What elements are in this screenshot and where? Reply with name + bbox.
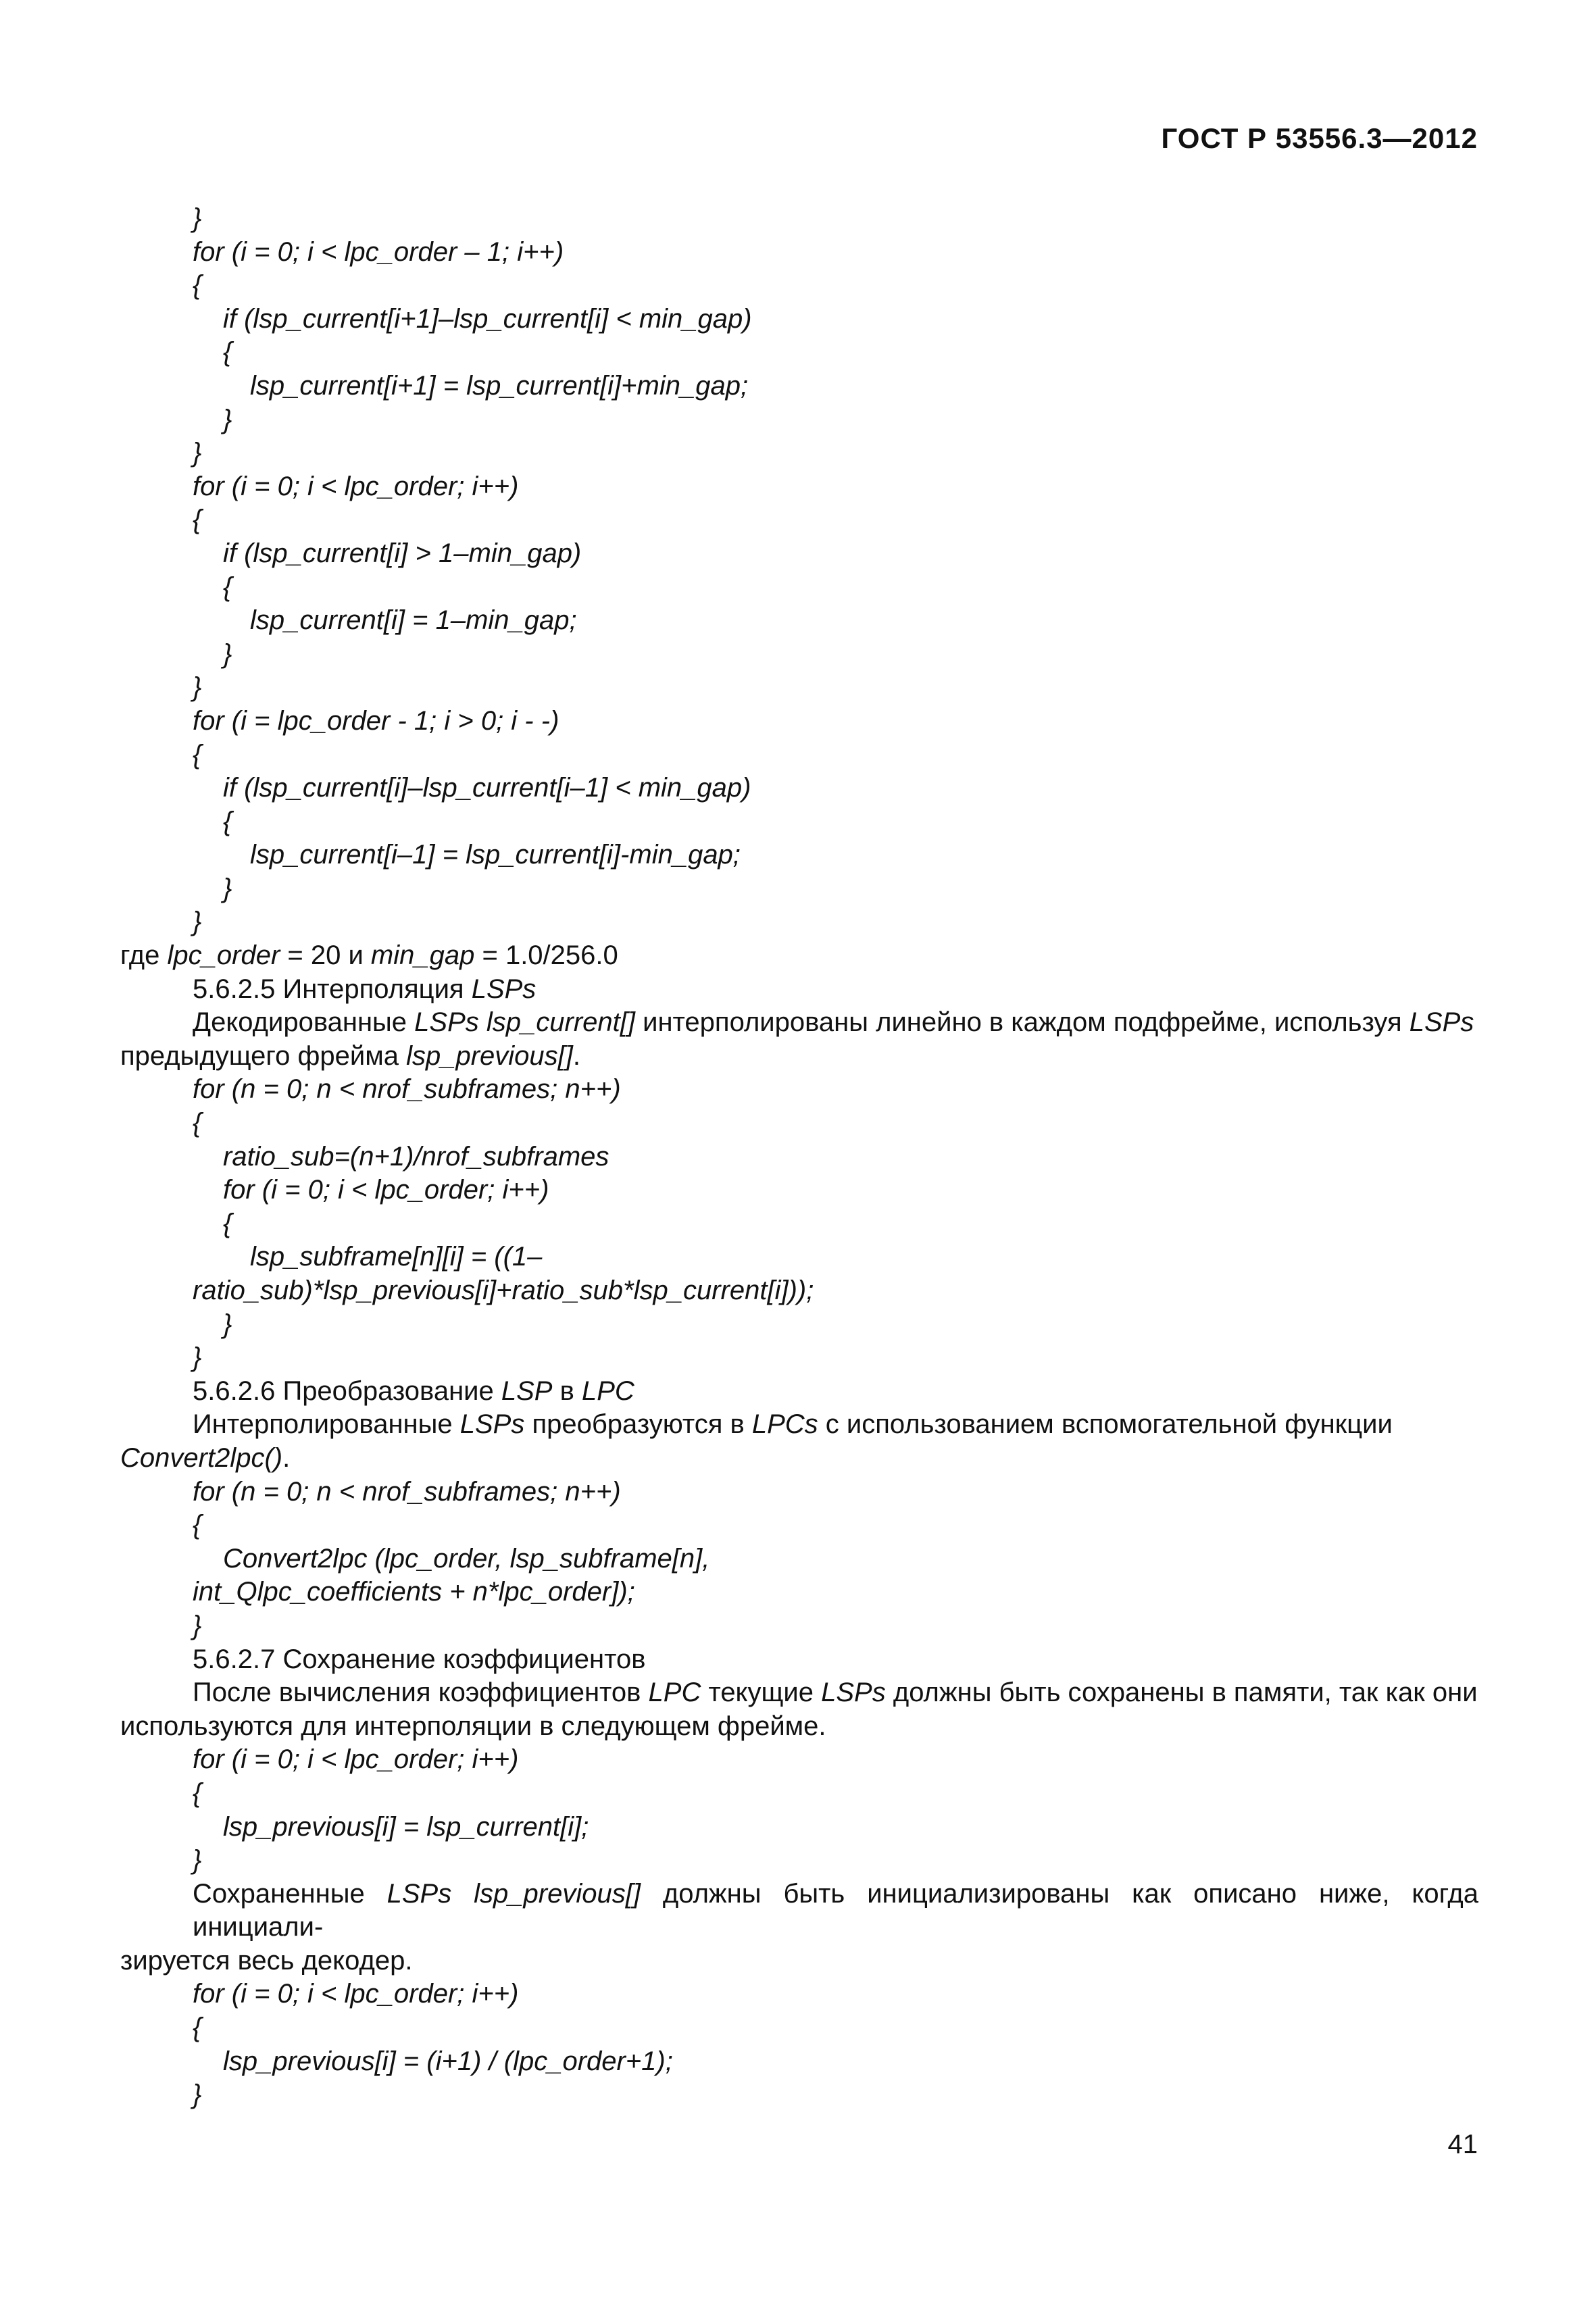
code-line bbox=[120, 1174, 1478, 1207]
text-line bbox=[120, 1710, 1478, 1744]
code-line bbox=[120, 1240, 1478, 1274]
code-text: } bbox=[193, 907, 202, 937]
code-text: } bbox=[193, 2080, 202, 2110]
code-text: for (i = 0; i < lpc_order; i++) bbox=[193, 1979, 519, 2009]
italic-term: LSPs lsp_current[] bbox=[414, 1007, 635, 1038]
italic-term: LPC bbox=[648, 1678, 701, 1708]
text-run: где bbox=[120, 940, 168, 971]
text-run: преобразуются в bbox=[524, 1409, 752, 1440]
code-line bbox=[120, 638, 1478, 672]
code-text: for (n = 0; n < nrof_subframes; n++) bbox=[193, 1476, 621, 1507]
code-text: lsp_current[i+1] = lsp_current[i]+min_gap; bbox=[250, 370, 749, 401]
code-text: } bbox=[193, 1845, 202, 1876]
code-line bbox=[120, 1274, 1478, 1308]
code-line bbox=[120, 872, 1478, 906]
code-text: ratio_sub=(n+1)/nrof_subframes bbox=[223, 1141, 609, 1172]
italic-term: LSPs bbox=[821, 1678, 886, 1708]
code-text: if (lsp_current[i+1]–lsp_current[i] < min_gap) bbox=[223, 303, 752, 334]
text-run: После вычисления коэффициентов bbox=[193, 1678, 649, 1708]
code-text: lsp_subframe[n][i] = ((1– bbox=[250, 1242, 543, 1272]
text-run: в bbox=[552, 1376, 582, 1406]
code-line bbox=[120, 772, 1478, 805]
code-line bbox=[120, 1107, 1478, 1140]
text-run: Интерполированные bbox=[193, 1409, 460, 1440]
code-text: lsp_current[i] = 1–min_gap; bbox=[250, 605, 577, 636]
code-line bbox=[120, 1743, 1478, 1777]
code-line bbox=[120, 2078, 1478, 2112]
code-text: } bbox=[193, 203, 202, 233]
code-text: { bbox=[223, 806, 232, 836]
text-line bbox=[120, 1944, 1478, 1978]
code-text: { bbox=[193, 505, 202, 535]
text-line bbox=[120, 1006, 1478, 1040]
code-text: } bbox=[193, 672, 202, 703]
italic-term: LSP bbox=[501, 1376, 553, 1406]
italic-term: min_gap bbox=[370, 940, 475, 971]
code-text: } bbox=[193, 1610, 202, 1640]
text-run: зируется весь декодер. bbox=[120, 1945, 413, 1976]
code-line bbox=[120, 805, 1478, 839]
document-header: ГОСТ Р 53556.3—2012 bbox=[1161, 122, 1478, 154]
code-text: } bbox=[193, 1342, 202, 1373]
code-line bbox=[120, 1978, 1478, 2011]
text-run: 5.6.2.7 Сохранение коэффициентов bbox=[193, 1644, 646, 1674]
text-run: Сохраненные bbox=[193, 1878, 387, 1909]
code-text: for (n = 0; n < nrof_subframes; n++) bbox=[193, 1074, 621, 1105]
code-line bbox=[120, 436, 1478, 470]
text-run: = 1.0/256.0 bbox=[474, 940, 618, 971]
code-text: for (i = 0; i < lpc_order; i++) bbox=[193, 471, 519, 501]
text-line bbox=[120, 1408, 1478, 1442]
code-text: } bbox=[223, 1309, 232, 1339]
code-text: for (i = 0; i < lpc_order; i++) bbox=[193, 1744, 519, 1775]
text-run: с использованием вспомогательной функции bbox=[818, 1409, 1393, 1440]
code-line bbox=[120, 705, 1478, 738]
italic-term: lsp_previous[] bbox=[406, 1040, 573, 1071]
code-text: if (lsp_current[i] > 1–min_gap) bbox=[223, 538, 582, 568]
italic-term: lpc_order bbox=[167, 940, 280, 971]
code-line bbox=[120, 1542, 1478, 1576]
code-text: for (i = 0; i < lpc_order; i++) bbox=[223, 1175, 549, 1205]
text-run: используются для интерполяции в следующем фрейме. bbox=[120, 1711, 826, 1741]
code-line bbox=[120, 1609, 1478, 1643]
code-line bbox=[120, 370, 1478, 403]
code-text: { bbox=[223, 572, 232, 602]
code-line bbox=[120, 403, 1478, 437]
code-line bbox=[120, 269, 1478, 303]
text-run: 5.6.2.5 Интерполяция bbox=[193, 974, 472, 1004]
text-run: Декодированные bbox=[193, 1007, 415, 1038]
code-text: { bbox=[193, 270, 202, 301]
code-line bbox=[120, 1308, 1478, 1342]
code-line bbox=[120, 2011, 1478, 2045]
code-text: } bbox=[223, 638, 232, 669]
text-line bbox=[120, 1676, 1478, 1710]
code-line bbox=[120, 503, 1478, 537]
code-line bbox=[120, 1811, 1478, 1844]
text-line bbox=[120, 1375, 1478, 1409]
code-text: { bbox=[193, 2013, 202, 2043]
code-line bbox=[120, 303, 1478, 336]
code-text: for (i = lpc_order - 1; i > 0; i - -) bbox=[193, 705, 559, 736]
code-line bbox=[120, 738, 1478, 772]
code-text: { bbox=[223, 1208, 232, 1238]
code-text: lsp_current[i–1] = lsp_current[i]-min_gap; bbox=[250, 840, 741, 870]
code-line bbox=[120, 1207, 1478, 1241]
text-line bbox=[120, 1040, 1478, 1074]
code-text: lsp_previous[i] = (i+1) / (lpc_order+1); bbox=[223, 2046, 673, 2076]
code-line bbox=[120, 905, 1478, 939]
code-text: int_Qlpc_coefficients + n*lpc_order]); bbox=[193, 1577, 635, 1607]
document-body bbox=[120, 202, 1478, 2112]
text-line bbox=[120, 939, 1478, 973]
code-line bbox=[120, 1140, 1478, 1174]
code-text: { bbox=[193, 1510, 202, 1540]
code-line bbox=[120, 236, 1478, 270]
code-line bbox=[120, 571, 1478, 605]
code-text: } bbox=[223, 873, 232, 903]
code-text: { bbox=[223, 337, 232, 368]
text-run: интерполированы линейно в каждом подфрейме, используя bbox=[635, 1007, 1410, 1038]
text-run: предыдущего фрейма bbox=[120, 1040, 407, 1071]
italic-term: LPC bbox=[581, 1376, 634, 1406]
code-line bbox=[120, 336, 1478, 370]
code-line bbox=[120, 1341, 1478, 1375]
code-line bbox=[120, 1073, 1478, 1107]
code-text: Convert2lpc (lpc_order, lsp_subframe[n], bbox=[223, 1543, 710, 1574]
code-line bbox=[120, 1509, 1478, 1542]
text-run: текущие bbox=[701, 1678, 822, 1708]
italic-term: Convert2lpc() bbox=[120, 1442, 283, 1473]
code-line bbox=[120, 537, 1478, 571]
code-line bbox=[120, 2045, 1478, 2079]
code-text: { bbox=[193, 739, 202, 770]
text-line bbox=[120, 1878, 1478, 1944]
code-line bbox=[120, 1476, 1478, 1509]
text-line bbox=[120, 1442, 1478, 1476]
text-run: = 20 и bbox=[280, 940, 371, 971]
code-text: { bbox=[193, 1778, 202, 1808]
code-text: ratio_sub)*lsp_previous[i]+ratio_sub*lsp_current[i])); bbox=[193, 1276, 814, 1305]
code-line bbox=[120, 470, 1478, 504]
italic-term: LPCs bbox=[751, 1409, 818, 1440]
text-line bbox=[120, 1643, 1478, 1677]
italic-term: LSPs bbox=[471, 974, 537, 1004]
code-line bbox=[120, 1576, 1478, 1609]
text-line bbox=[120, 973, 1478, 1007]
code-text: for (i = 0; i < lpc_order – 1; i++) bbox=[193, 236, 564, 267]
code-text: lsp_previous[i] = lsp_current[i]; bbox=[223, 1811, 589, 1842]
code-text: } bbox=[223, 404, 232, 434]
code-text: { bbox=[193, 1108, 202, 1138]
text-run: должны быть инициализированы как описано ниже, когда инициали- bbox=[193, 1878, 1478, 1942]
text-run: должны быть сохранены в памяти, так как они bbox=[885, 1678, 1478, 1708]
code-line bbox=[120, 202, 1478, 236]
page-number: 41 bbox=[1447, 2130, 1478, 2159]
italic-term: LSPs bbox=[1409, 1007, 1474, 1038]
italic-term: LSPs bbox=[459, 1409, 525, 1440]
code-line bbox=[120, 604, 1478, 638]
code-line bbox=[120, 1777, 1478, 1811]
text-run: 5.6.2.6 Преобразование bbox=[193, 1376, 501, 1406]
text-run: . bbox=[572, 1040, 581, 1071]
italic-term: LSPs lsp_previous[] bbox=[386, 1878, 641, 1909]
text-run: . bbox=[282, 1442, 291, 1473]
code-line bbox=[120, 1844, 1478, 1878]
code-text: } bbox=[193, 438, 202, 468]
code-line bbox=[120, 671, 1478, 705]
code-line bbox=[120, 838, 1478, 872]
code-text: if (lsp_current[i]–lsp_current[i–1] < min_gap) bbox=[223, 773, 751, 803]
